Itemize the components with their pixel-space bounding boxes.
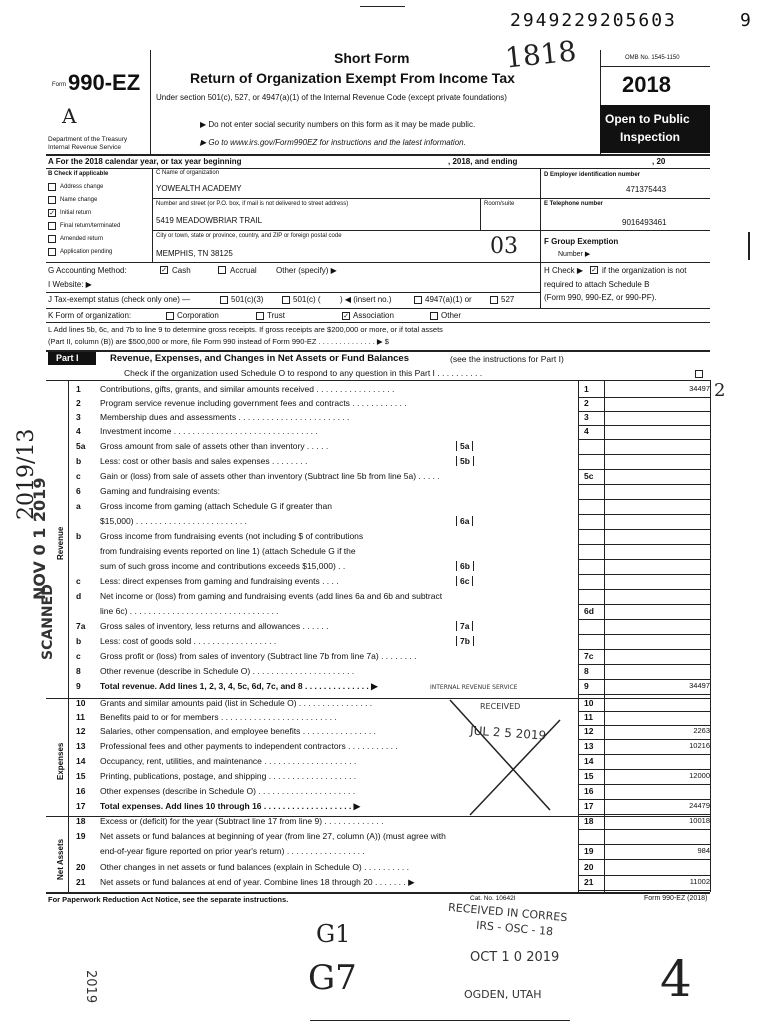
row-rule: [578, 559, 710, 560]
line-ref: 16: [584, 786, 594, 796]
line-description: Net assets or fund balances at end of year. Combine lines 18 through 20 . . . . . . . ▶: [100, 877, 415, 887]
line-description: $15,000) . . . . . . . . . . . . . . . . . . . . . . . .: [100, 516, 247, 526]
row-rule: [578, 634, 710, 635]
box-b-label: B Check if applicable: [48, 171, 109, 177]
inspection: Inspection: [620, 130, 681, 144]
line-amount[interactable]: 10216: [689, 741, 710, 750]
room-label: Room/suite: [484, 201, 515, 207]
line-row: [72, 741, 770, 753]
line-ref: 5c: [584, 471, 594, 481]
box-b-item-label: Initial return: [60, 210, 92, 216]
row-rule: [578, 694, 710, 695]
under-section: Under section 501(c), 527, or 4947(a)(1) of the Internal Revenue Code (except private foundations): [156, 93, 507, 102]
dln-number: 2949229205603: [510, 10, 677, 31]
line-description: Excess or (deficit) for the year (Subtract line 17 from line 9) . . . . . . . . . . . . .: [100, 816, 384, 826]
row-rule: [578, 439, 710, 440]
line-row: [72, 516, 770, 528]
row-rule: [578, 754, 710, 755]
line-description: end-of-year figure reported on prior year's return) . . . . . . . . . . . . . . . . .: [100, 846, 365, 856]
other-label: Other (specify) ▶: [276, 266, 337, 275]
line-ref: 13: [584, 741, 594, 751]
phone[interactable]: 9016493461: [622, 218, 667, 227]
street[interactable]: 5419 MEADOWBRIAR TRAIL: [156, 216, 263, 225]
line-a-mid: , 2018, and ending: [448, 157, 518, 166]
title-short: Short Form: [334, 50, 410, 66]
handwritten-4: 4: [660, 950, 692, 1008]
line-row: [72, 621, 770, 633]
row-rule: [578, 529, 710, 530]
line-row: [72, 712, 770, 724]
line-description: Less: direct expenses from gaming and fundraising events . . . .: [100, 576, 339, 586]
line-row: [72, 501, 770, 513]
open-public: Open to Public: [605, 112, 690, 126]
line-description: Other changes in net assets or fund balances (explain in Schedule O) . . . . . . . . . .: [100, 862, 409, 872]
line-number: 21: [76, 877, 86, 887]
line-a: A For the 2018 calendar year, or tax year beginning: [48, 157, 242, 166]
stamp-rcvd4: OGDEN, UTAH: [464, 988, 542, 1001]
line-number: 16: [76, 786, 86, 796]
line-description: Professional fees and other payments to independent contractors . . . . . . . . . . .: [100, 741, 398, 751]
box-b-checkbox[interactable]: [48, 196, 56, 204]
line-number: 13: [76, 741, 86, 751]
line-ref: 1: [584, 384, 589, 394]
line-h-text3: (Form 990, 990-EZ, or 990-PF).: [544, 293, 657, 302]
line-row: [72, 412, 770, 424]
line-row: [72, 816, 770, 828]
527-checkbox[interactable]: [490, 296, 498, 304]
row-rule: [578, 484, 710, 485]
line-description: Investment income . . . . . . . . . . . . . . . . . . . . . . . . . . . . . . .: [100, 426, 318, 436]
sub-line-label: 5b: [456, 456, 474, 466]
line-amount[interactable]: 2263: [693, 726, 710, 735]
row-rule: [578, 890, 710, 891]
line-ref: 19: [584, 846, 594, 856]
stamp-irs: INTERNAL REVENUE SERVICE: [430, 684, 518, 691]
line-description: Other expenses (describe in Schedule O) . . . . . . . . . . . . . . . . . . . . .: [100, 786, 356, 796]
line-description: Total revenue. Add lines 1, 2, 3, 4, 5c, 6d, 7c, and 8 . . . . . . . . . . . . . . ▶: [100, 681, 378, 691]
line-row: [72, 801, 770, 813]
stamp-rcvd2: IRS - OSC - 18: [475, 918, 554, 939]
line-number: 19: [76, 831, 86, 841]
cash-checkbox[interactable]: ✓: [161, 267, 167, 274]
row-rule: [578, 769, 710, 770]
footer-right: Form 990-EZ (2018): [644, 895, 708, 902]
501c3-checkbox[interactable]: [220, 296, 228, 304]
line-row: [72, 636, 770, 648]
j-opt-insert: ) ◀ (insert no.): [340, 295, 392, 304]
line-number: 5a: [76, 441, 86, 451]
line-j: J Tax-exempt status (check only one) —: [48, 295, 191, 304]
box-f-label: F Group Exemption: [544, 237, 619, 246]
line-row: [72, 591, 770, 603]
row-rule: [578, 844, 710, 845]
line-number: 11: [76, 712, 85, 722]
4947-checkbox[interactable]: [414, 296, 422, 304]
stamp-cross: [430, 690, 570, 820]
schedule-o-checkbox[interactable]: [695, 370, 703, 378]
line-description: from fundraising events reported on line 1) (attach Schedule G if the: [100, 546, 356, 556]
dept-treasury: Department of the Treasury: [48, 136, 128, 143]
line-number: 18: [76, 816, 86, 826]
handwritten-1818: 1818: [503, 34, 578, 75]
row-rule: [578, 469, 710, 470]
line-description: Gross income from fundraising events (not including $ of contributions: [100, 531, 364, 541]
footer-left: For Paperwork Reduction Act Notice, see the separate instructions.: [48, 895, 289, 904]
city-label: City or town, state or province, country, and ZIP or foreign postal code: [156, 233, 342, 239]
line-row: [72, 426, 770, 438]
line-description: Net assets or fund balances at beginning of year (from line 27, column (A)) (must agree with: [100, 831, 446, 841]
row-rule: [578, 454, 710, 455]
box-b-item-label: Application pending: [60, 249, 113, 255]
line-row: [72, 606, 770, 618]
j-opt-527: 527: [501, 295, 515, 304]
line-number: c: [76, 576, 81, 586]
line-amount[interactable]: 10018: [689, 816, 710, 825]
line-description: Gain or (loss) from sale of assets other than inventory (Subtract line 5b from line 5a) . . . . .: [100, 471, 440, 481]
line-row: [72, 666, 770, 678]
stamp-scanned-date: NOV 0 1 2019: [30, 477, 49, 600]
line-l2: (Part II, column (B)) are $500,000 or more, file Form 990 instead of Form 990-EZ . . . . . . . . . . . . . . ▶ $: [48, 337, 389, 346]
line-amount[interactable]: 12000: [689, 771, 710, 780]
row-rule: [578, 499, 710, 500]
association-checkbox[interactable]: ✓: [343, 313, 349, 320]
stamp-bottom-left: 2019: [83, 970, 98, 1004]
omb-number: OMB No. 1545-1150: [625, 55, 680, 61]
title-main: Return of Organization Exempt From Income Tax: [190, 70, 515, 86]
line-description: sum of such gross income and contributions exceeds $15,000) . .: [100, 561, 346, 571]
sub-line-label: 5a: [456, 441, 473, 451]
line-number: b: [76, 636, 82, 646]
k-opt-other: Other: [441, 311, 462, 320]
box-b-item-label: Final return/terminated: [60, 223, 121, 229]
corporation-checkbox[interactable]: [166, 312, 174, 320]
line-number: c: [76, 651, 81, 661]
line-description: Other revenue (describe in Schedule O) . . . . . . . . . . . . . . . . . . . . . .: [100, 666, 355, 676]
line-row: [72, 651, 770, 663]
line-amount[interactable]: 34497: [689, 384, 710, 393]
line-number: 8: [76, 666, 81, 676]
line-k: K Form of organization:: [48, 311, 132, 320]
line-row: [72, 877, 770, 889]
k-opt-association: Association: [353, 311, 394, 320]
line-description: Grants and similar amounts paid (list in Schedule O) . . . . . . . . . . . . . . . .: [100, 698, 373, 708]
line-number: 7a: [76, 621, 86, 631]
line-description: Program service revenue including government fees and contracts . . . . . . . . . . . .: [100, 398, 407, 408]
box-b-item-label: Amended return: [60, 236, 104, 242]
accrual-label: Accrual: [230, 266, 257, 275]
line-description: Gross income from gaming (attach Schedule G if greater than: [100, 501, 332, 511]
stamp-scanned: SCANNED: [40, 584, 56, 660]
org-name[interactable]: YOWEALTH ACADEMY: [156, 184, 242, 193]
line-number: 12: [76, 726, 86, 736]
part-title: Revenue, Expenses, and Changes in Net Assets or Fund Balances: [110, 353, 409, 364]
irs-label: Internal Revenue Service: [48, 144, 121, 151]
box-c-label: C Name of organization: [156, 170, 220, 176]
line-description: Gross profit or (loss) from sales of inventory (Subtract line 7b from line 7a) . . . . . . . .: [100, 651, 417, 661]
line-ref: 8: [584, 666, 589, 676]
stamp-jul: JUL 2 5 2019: [469, 723, 547, 743]
line-row: [72, 486, 770, 498]
line-ref: 11: [584, 712, 593, 722]
line-amount[interactable]: 11002: [689, 877, 710, 886]
line-number: d: [76, 591, 82, 601]
line-ref: 21: [584, 877, 594, 887]
box-b-item-label: Name change: [60, 197, 98, 203]
row-rule: [578, 589, 710, 590]
line-row: [72, 531, 770, 543]
line-row: [72, 576, 770, 588]
row-rule: [578, 664, 710, 665]
stamp-received: RECEIVED: [480, 702, 521, 711]
line-description: Gross amount from sale of assets other than inventory . . . . .: [100, 441, 329, 451]
accrual-checkbox[interactable]: [218, 266, 226, 274]
row-rule: [578, 859, 710, 860]
line-row: [72, 681, 770, 693]
row-rule: [578, 784, 710, 785]
line-number: 15: [76, 771, 86, 781]
tax-year: 2018: [622, 72, 671, 97]
line-row: [72, 398, 770, 410]
line-ref: 4: [584, 426, 589, 436]
line-amount[interactable]: 24479: [689, 801, 710, 810]
part-title2: (see the instructions for Part I): [450, 354, 564, 364]
line-i: I Website: ▶: [48, 280, 92, 289]
line-row: [72, 698, 770, 710]
dln-suffix: 9: [740, 10, 751, 31]
handwritten-g7: G7: [308, 958, 357, 998]
ssn-notice: ▶ Do not enter social security numbers on this form as it may be made public.: [200, 120, 476, 129]
schedule-b-checkbox[interactable]: ✓: [591, 267, 597, 274]
box-b-checkbox[interactable]: [48, 248, 56, 256]
line-number: 10: [76, 698, 86, 708]
line-amount[interactable]: 34497: [689, 681, 710, 690]
handwritten-sidedate: 2019/13: [14, 428, 39, 520]
line-row: [72, 726, 770, 738]
j-opt-501c: 501(c) (: [293, 295, 321, 304]
j-opt-501c3: 501(c)(3): [231, 295, 264, 304]
row-rule: [578, 619, 710, 620]
row-rule: [578, 875, 710, 876]
sub-line-label: 6c: [456, 576, 473, 586]
line-row: [72, 846, 770, 858]
line-description: Benefits paid to or for members . . . . . . . . . . . . . . . . . . . . . . . . .: [100, 712, 337, 722]
handwritten-a: A: [62, 104, 77, 128]
side-expenses: Expenses: [56, 742, 65, 780]
cash-label: Cash: [172, 266, 191, 275]
box-d-label: D Employer identification number: [544, 172, 641, 178]
handwritten-03: 03: [490, 234, 518, 259]
top-mark: [360, 6, 405, 7]
part-label: Part I: [56, 353, 79, 363]
line-ref: 6d: [584, 606, 594, 616]
row-rule: [578, 649, 710, 650]
row-rule: [578, 544, 710, 545]
j-opt-4947: 4947(a)(1) or: [425, 295, 472, 304]
line-row: [72, 471, 770, 483]
line-row: [72, 771, 770, 783]
line-description: Membership dues and assessments . . . . . . . . . . . . . . . . . . . . . . . .: [100, 412, 350, 422]
line-number: 4: [76, 426, 81, 436]
line-ref: 14: [584, 756, 594, 766]
line-l1: L Add lines 5b, 6c, and 7b to line 9 to determine gross receipts. If gross receipts are $200,000 or more, or if total assets: [48, 325, 443, 334]
form-prefix: Form: [52, 82, 66, 88]
line-ref: 20: [584, 862, 594, 872]
line-a-end: , 20: [652, 157, 666, 166]
ein[interactable]: 471375443: [626, 185, 667, 194]
line-amount[interactable]: 984: [697, 846, 710, 855]
line-description: Printing, publications, postage, and shipping . . . . . . . . . . . . . . . . . . .: [100, 771, 357, 781]
row-rule: [578, 604, 710, 605]
box-b-checkbox[interactable]: [48, 222, 56, 230]
box-f-number: Number ▶: [558, 251, 591, 258]
handwritten-2: 2: [714, 380, 726, 401]
line-description: Total expenses. Add lines 10 through 16 . . . . . . . . . . . . . . . . . . . ▶: [100, 801, 361, 811]
stamp-rcvd3: OCT 1 0 2019: [470, 950, 560, 965]
line-row: [72, 561, 770, 573]
side-revenue: Revenue: [56, 526, 65, 560]
line-ref: 12: [584, 726, 594, 736]
other-org-checkbox[interactable]: [430, 312, 438, 320]
box-b-checkbox[interactable]: [48, 183, 56, 191]
row-rule: [578, 829, 710, 830]
line-description: line 6c) . . . . . . . . . . . . . . . . . . . . . . . . . . . . . . . .: [100, 606, 279, 616]
line-ref: 18: [584, 816, 594, 826]
sub-line-label: 6b: [456, 561, 474, 571]
line-description: Occupancy, rent, utilities, and maintenance . . . . . . . . . . . . . . . . . . . .: [100, 756, 357, 766]
box-e-label: E Telephone number: [544, 201, 603, 207]
city[interactable]: MEMPHIS, TN 38125: [156, 249, 233, 258]
line-description: Gross sales of inventory, less returns and allowances . . . . . .: [100, 621, 329, 631]
line-number: 3: [76, 412, 81, 422]
trust-checkbox[interactable]: [256, 312, 264, 320]
line-number: 1: [76, 384, 81, 394]
form-number: 990-EZ: [68, 70, 141, 95]
footer-cat: Cat. No. 10642I: [470, 895, 516, 902]
line-row: [72, 831, 770, 843]
line-ref: 7c: [584, 651, 594, 661]
line-ref: 3: [584, 412, 589, 422]
box-b-item-label: Address change: [60, 184, 104, 190]
line-description: Less: cost or other basis and sales expenses . . . . . . . .: [100, 456, 308, 466]
line-row: [72, 384, 770, 396]
row-rule: [578, 814, 710, 815]
row-rule: [578, 799, 710, 800]
sub-line-label: 6a: [456, 516, 473, 526]
handwritten-g1: G1: [316, 920, 351, 948]
line-row: [72, 441, 770, 453]
sub-line-label: 7b: [456, 636, 474, 646]
line-number: 2: [76, 398, 81, 408]
stamp-rcvd1: RECEIVED IN CORRES: [447, 900, 568, 925]
row-rule: [578, 679, 710, 680]
line-number: b: [76, 456, 82, 466]
row-rule: [578, 574, 710, 575]
501c-checkbox[interactable]: [282, 296, 290, 304]
line-h: H Check ▶: [544, 266, 584, 275]
box-b-checkbox[interactable]: ✓: [49, 210, 55, 217]
box-b-checkbox[interactable]: [48, 235, 56, 243]
street-label: Number and street (or P.O. box, if mail is not delivered to street address): [156, 201, 349, 207]
line-description: Net income or (loss) from gaming and fundraising events (add lines 6a and 6b and subtract: [100, 591, 443, 601]
line-number: 17: [76, 801, 86, 811]
line-h-text2: required to attach Schedule B: [544, 280, 650, 289]
line-ref: 2: [584, 398, 589, 408]
line-h-text: if the organization is not: [602, 266, 687, 275]
k-opt-corporation: Corporation: [177, 311, 219, 320]
side-net-assets: Net Assets: [56, 838, 65, 880]
line-ref: 15: [584, 771, 594, 781]
line-row: [72, 756, 770, 768]
row-rule: [578, 514, 710, 515]
line-row: [72, 862, 770, 874]
line-number: 20: [76, 862, 86, 872]
line-ref: 10: [584, 698, 594, 708]
line-row: [72, 786, 770, 798]
k-opt-trust: Trust: [267, 311, 285, 320]
line-description: Contributions, gifts, grants, and similar amounts received . . . . . . . . . . . . . . . . .: [100, 384, 395, 394]
goto-notice: ▶ Go to www.irs.gov/Form990EZ for instructions and the latest information.: [200, 138, 466, 147]
sub-line-label: 7a: [456, 621, 473, 631]
line-ref: 9: [584, 681, 589, 691]
line-number: b: [76, 531, 82, 541]
line-description: Less: cost of goods sold . . . . . . . . . . . . . . . . . .: [100, 636, 277, 646]
line-description: Salaries, other compensation, and employee benefits . . . . . . . . . . . . . . . .: [100, 726, 376, 736]
line-row: [72, 456, 770, 468]
line-number: a: [76, 501, 81, 511]
line-ref: 17: [584, 801, 594, 811]
row-rule: [578, 739, 710, 740]
line-number: 14: [76, 756, 86, 766]
line-description: Gaming and fundraising events:: [100, 486, 221, 496]
line-number: 9: [76, 681, 81, 691]
line-g: G Accounting Method:: [48, 266, 127, 275]
line-number: c: [76, 471, 81, 481]
line-number: 6: [76, 486, 81, 496]
line-row: [72, 546, 770, 558]
part-check: Check if the organization used Schedule O to respond to any question in this Part I . . . . . . . . . .: [124, 368, 483, 378]
